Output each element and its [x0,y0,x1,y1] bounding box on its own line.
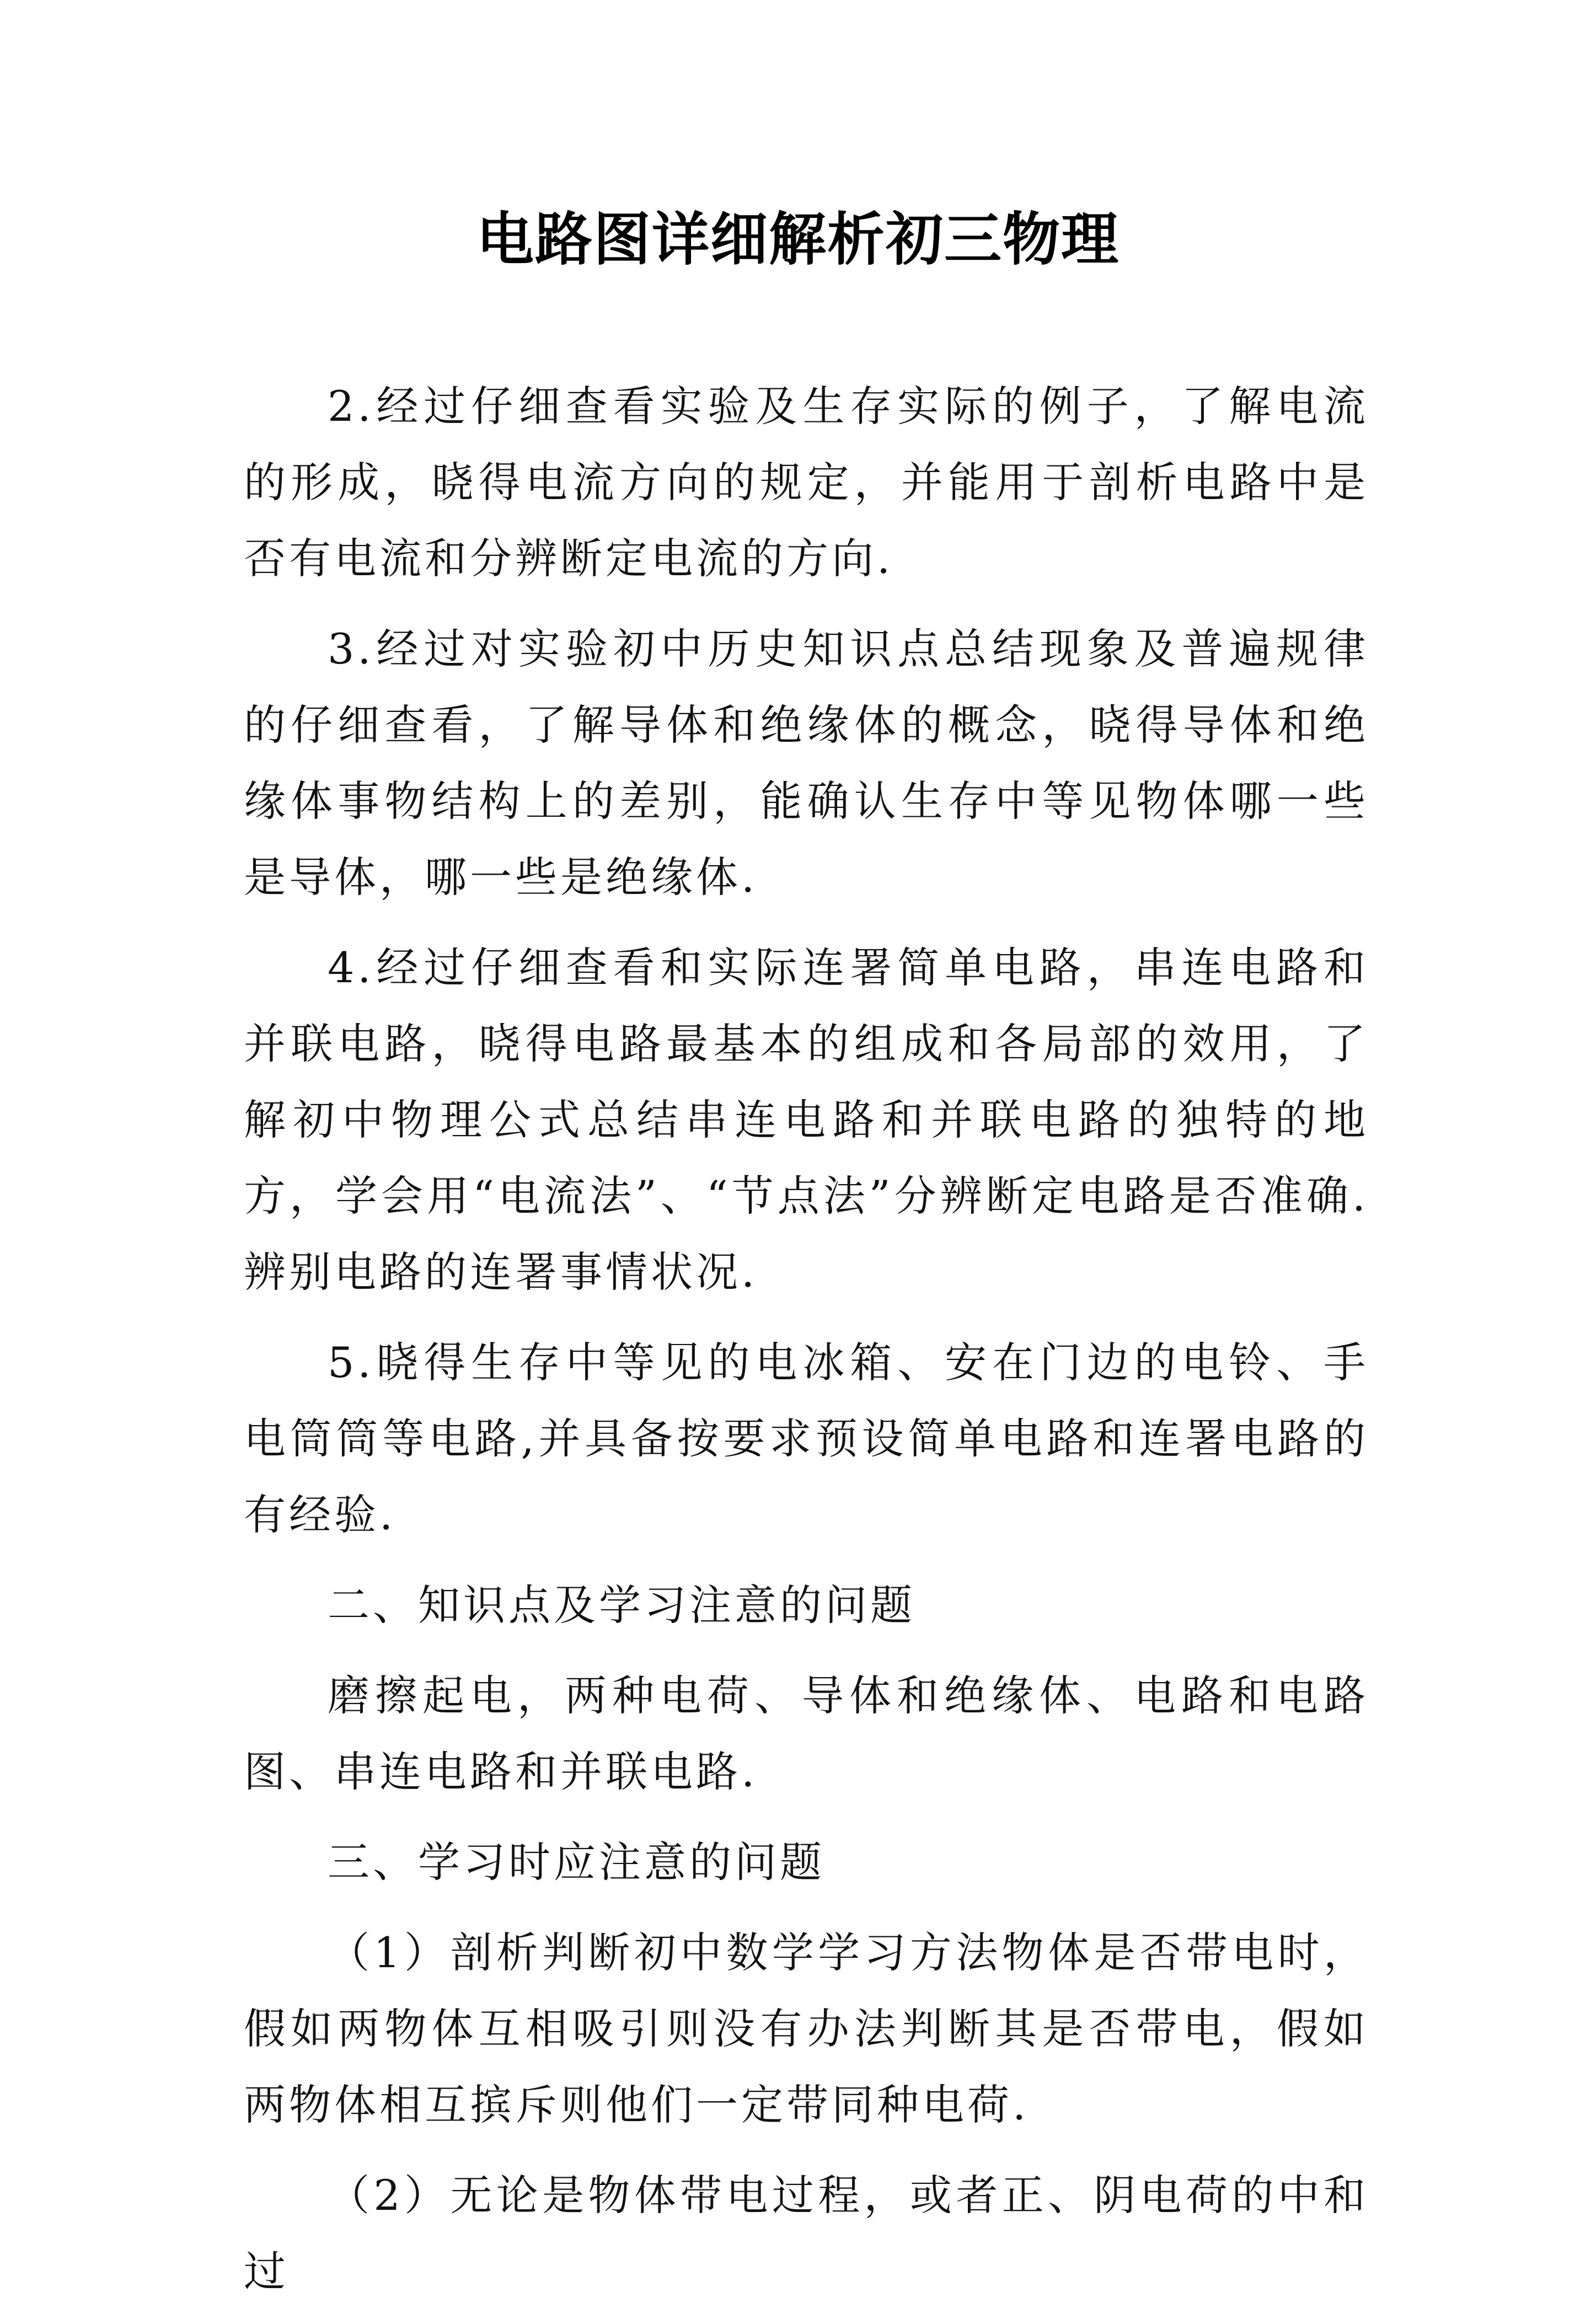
paragraph-3: 3.经过对实验初中历史知识点总结现象及普遍规律的仔细查看，了解导体和绝缘体的概念，晓得导体和绝缘体事物结构上的差别，能确认生存中等见物体哪一些是导体，哪一些是绝缘体. [244,624,1369,902]
paragraph-4: 4.经过仔细查看和实际连署简单电路，串连电路和并联电路，晓得电路最基本的组成和各局部的效用，了解初中物理公式总结串连电路和并联电路的独特的地方，学会用“电流法”、“节点法”分辨断定电路是否准确.辨别电路的连署事情状况. [244,943,1369,1297]
paragraph-5: 5.晓得生存中等见的电冰箱、安在门边的电铃、手电筒筒等电路,并具备按要求预设简单电路和连署电路的有经验. [244,1338,1369,1539]
section-heading-knowledge-points: 二、知识点及学习注意的问题 [328,1581,915,1630]
section-heading-study-notes: 三、学习时应注意的问题 [328,1838,825,1887]
paragraph-note-2: （2）无论是物体带电过程，或者正、阴电荷的中和过 [244,2171,1369,2296]
page-title: 电路图详细解析初三物理 [476,205,1120,273]
paragraph-note-1: （1）剖析判断初中数学学习方法物体是否带电时，假如两物体互相吸引则没有办法判断其是否带电，假如两物体相互摈斥则他们一定带同种电荷. [244,1928,1369,2129]
paragraph-knowledge-points: 磨擦起电，两种电荷、导体和绝缘体、电路和电路图、串连电路和并联电路. [244,1671,1369,1796]
document-body [244,368,1369,2324]
paragraph-2: 2.经过仔细查看实验及生存实际的例子，了解电流的形成，晓得电流方向的规定，并能用于剖析电路中是否有电流和分辨断定电流的方向. [244,382,1369,583]
